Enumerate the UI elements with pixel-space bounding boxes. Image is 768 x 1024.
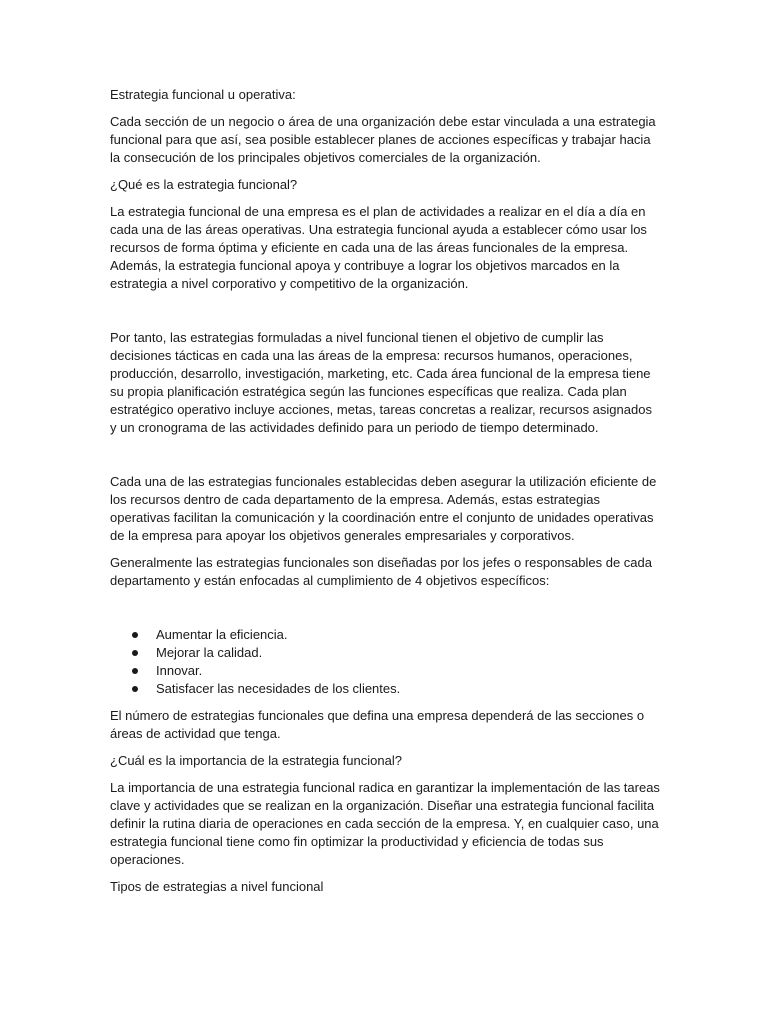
list-item xyxy=(110,680,662,698)
bullet-icon xyxy=(132,668,138,674)
section-heading: ¿Qué es la estrategia funcional? xyxy=(110,177,298,192)
list-item xyxy=(110,662,662,680)
section-heading: Estrategia funcional u operativa: xyxy=(110,87,296,102)
list-item xyxy=(110,644,662,662)
spacer xyxy=(110,302,662,329)
body-paragraph: Por tanto, las estrategias formuladas a nivel funcional tienen el objetivo de cumplir las decisiones tácticas en cada una las áreas de la empresa: recursos humanos, operaciones, producción, desarrollo, investigación, marketing, etc. Cada área funcional de la empresa tiene su propia planificación estratégica según las funciones específicas que realiza. Cada plan estratégico operativo incluye acciones, metas, tareas concretas a realizar, recursos asignados y un cronograma de las actividades definido para un periodo de tiempo determinado. xyxy=(110,330,652,435)
body-paragraph: El número de estrategias funcionales que defina una empresa dependerá de las secciones o áreas de actividad que tenga. xyxy=(110,708,645,741)
body-paragraph: Cada sección de un negocio o área de una organización debe estar vinculada a una estrategia funcional para que así, sea posible establecer planes de acciones específicas y trabajar hacia la consecución de los principales objetivos comerciales de la organización. xyxy=(110,114,656,165)
list-item-text: Innovar. xyxy=(156,663,203,678)
objectives-list xyxy=(110,626,662,698)
list-item-text: Satisfacer las necesidades de los clientes. xyxy=(156,681,401,696)
body-paragraph: Cada una de las estrategias funcionales establecidas deben asegurar la utilización eficiente de los recursos dentro de cada departamento de la empresa. Además, estas estrategias operativas facilitan la comunicación y la coordinación entre el conjunto de unidades operativas de la empresa para apoyar los objetivos generales empresariales y corporativos. xyxy=(110,474,657,543)
bullet-icon xyxy=(132,632,138,638)
spacer xyxy=(110,446,662,473)
body-paragraph: La estrategia funcional de una empresa es el plan de actividades a realizar en el día a día en cada una de las áreas operativas. Una estrategia funcional ayuda a establecer cómo usar los recursos de forma óptima y eficiente en cada una de las áreas funcionales de la empresa. Además, la estrategia funcional apoya y contribuye a lograr los objetivos marcados en la estrategia a nivel corporativo y competitivo de la organización. xyxy=(110,204,647,291)
list-item xyxy=(110,626,662,644)
list-item-text: Aumentar la eficiencia. xyxy=(156,627,288,642)
list-item-text: Mejorar la calidad. xyxy=(156,645,263,660)
body-paragraph: La importancia de una estrategia funcional radica en garantizar la implementación de las tareas clave y actividades que se realizan en la organización. Diseñar una estrategia funcional facilita definir la rutina diaria de operaciones en cada sección de la empresa. Y, en cualquier caso, una estrategia funcional tiene como fin optimizar la productividad y eficiencia de todas sus operaciones. xyxy=(110,780,660,867)
bullet-icon xyxy=(132,650,138,656)
section-heading: Tipos de estrategias a nivel funcional xyxy=(110,879,324,894)
bullet-icon xyxy=(132,686,138,692)
section-heading: ¿Cuál es la importancia de la estrategia funcional? xyxy=(110,753,402,768)
spacer xyxy=(110,599,662,626)
body-paragraph: Generalmente las estrategias funcionales son diseñadas por los jefes o responsables de cada departamento y están enfocadas al cumplimiento de 4 objetivos específicos: xyxy=(110,555,653,588)
document-body xyxy=(110,86,662,905)
